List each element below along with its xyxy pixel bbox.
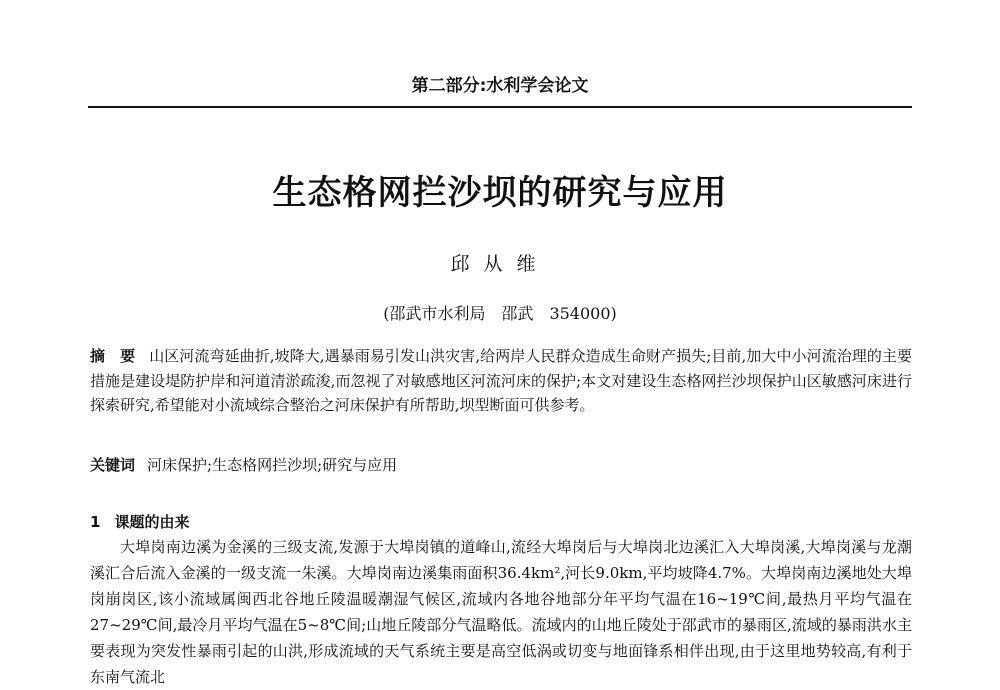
keywords-label: 关键词 xyxy=(90,456,136,474)
paper-title: 生态格网拦沙坝的研究与应用 xyxy=(272,173,728,213)
keywords xyxy=(90,453,912,477)
keywords-text: 河床保护;生态格网拦沙坝;研究与应用 xyxy=(147,456,398,474)
section-title: 课题的由来 xyxy=(114,513,190,531)
running-head: 第二部分:水利学会论文 xyxy=(411,76,589,96)
abstract xyxy=(90,344,912,418)
header-rule xyxy=(88,106,912,108)
section-number: 1 xyxy=(90,513,101,531)
body-paragraph: 大埠岗南边溪为金溪的三级支流,发源于大埠岗镇的道峰山,流经大埠岗后与大埠岗北边溪汇入大埠岗溪,大埠岗溪与龙潮溪汇合后流入金溪的一级支流一朱溪。大埠岗南边溪集雨面积36.4km²,河长9.0km,平均坡降4.7%。大埠岗南边溪地处大埠岗崩岗区,该小流域属闽西北谷地丘陵温暖潮湿气候区,流域内各地谷地部分年平均气温在16~19℃间,最热月平均气温在27~29℃间,最冷月平均气温在5~8℃间;山地丘陵部分气温略低。流域内的山地丘陵处于邵武市的暴雨区,流域的暴雨洪水主要表现为突发性暴雨引起的山洪,形成流域的天气系统主要是高空低涡或切变与地面锋系相伴出现,由于这里地势较高,有利于东南气流北 xyxy=(90,538,912,686)
author-affiliation: (邵武市水利局 邵武 354000) xyxy=(383,304,617,323)
section-heading xyxy=(90,510,912,534)
abstract-label: 摘 要 xyxy=(90,347,136,365)
author-name: 邱从维 xyxy=(450,253,550,275)
abstract-text: 山区河流弯延曲折,坡降大,遇暴雨易引发山洪灾害,给两岸人民群众造成生命财产损失;目前,加大中小河流治理的主要措施是建设堤防护岸和河道清淤疏浚,而忽视了对敏感地区河流河床的保护;本文对建设生态格网拦沙坝保护山区敏感河床进行探索研究,希望能对小流域综合整治之河床保护有所帮助,坝型断面可供参考。 xyxy=(90,347,912,414)
